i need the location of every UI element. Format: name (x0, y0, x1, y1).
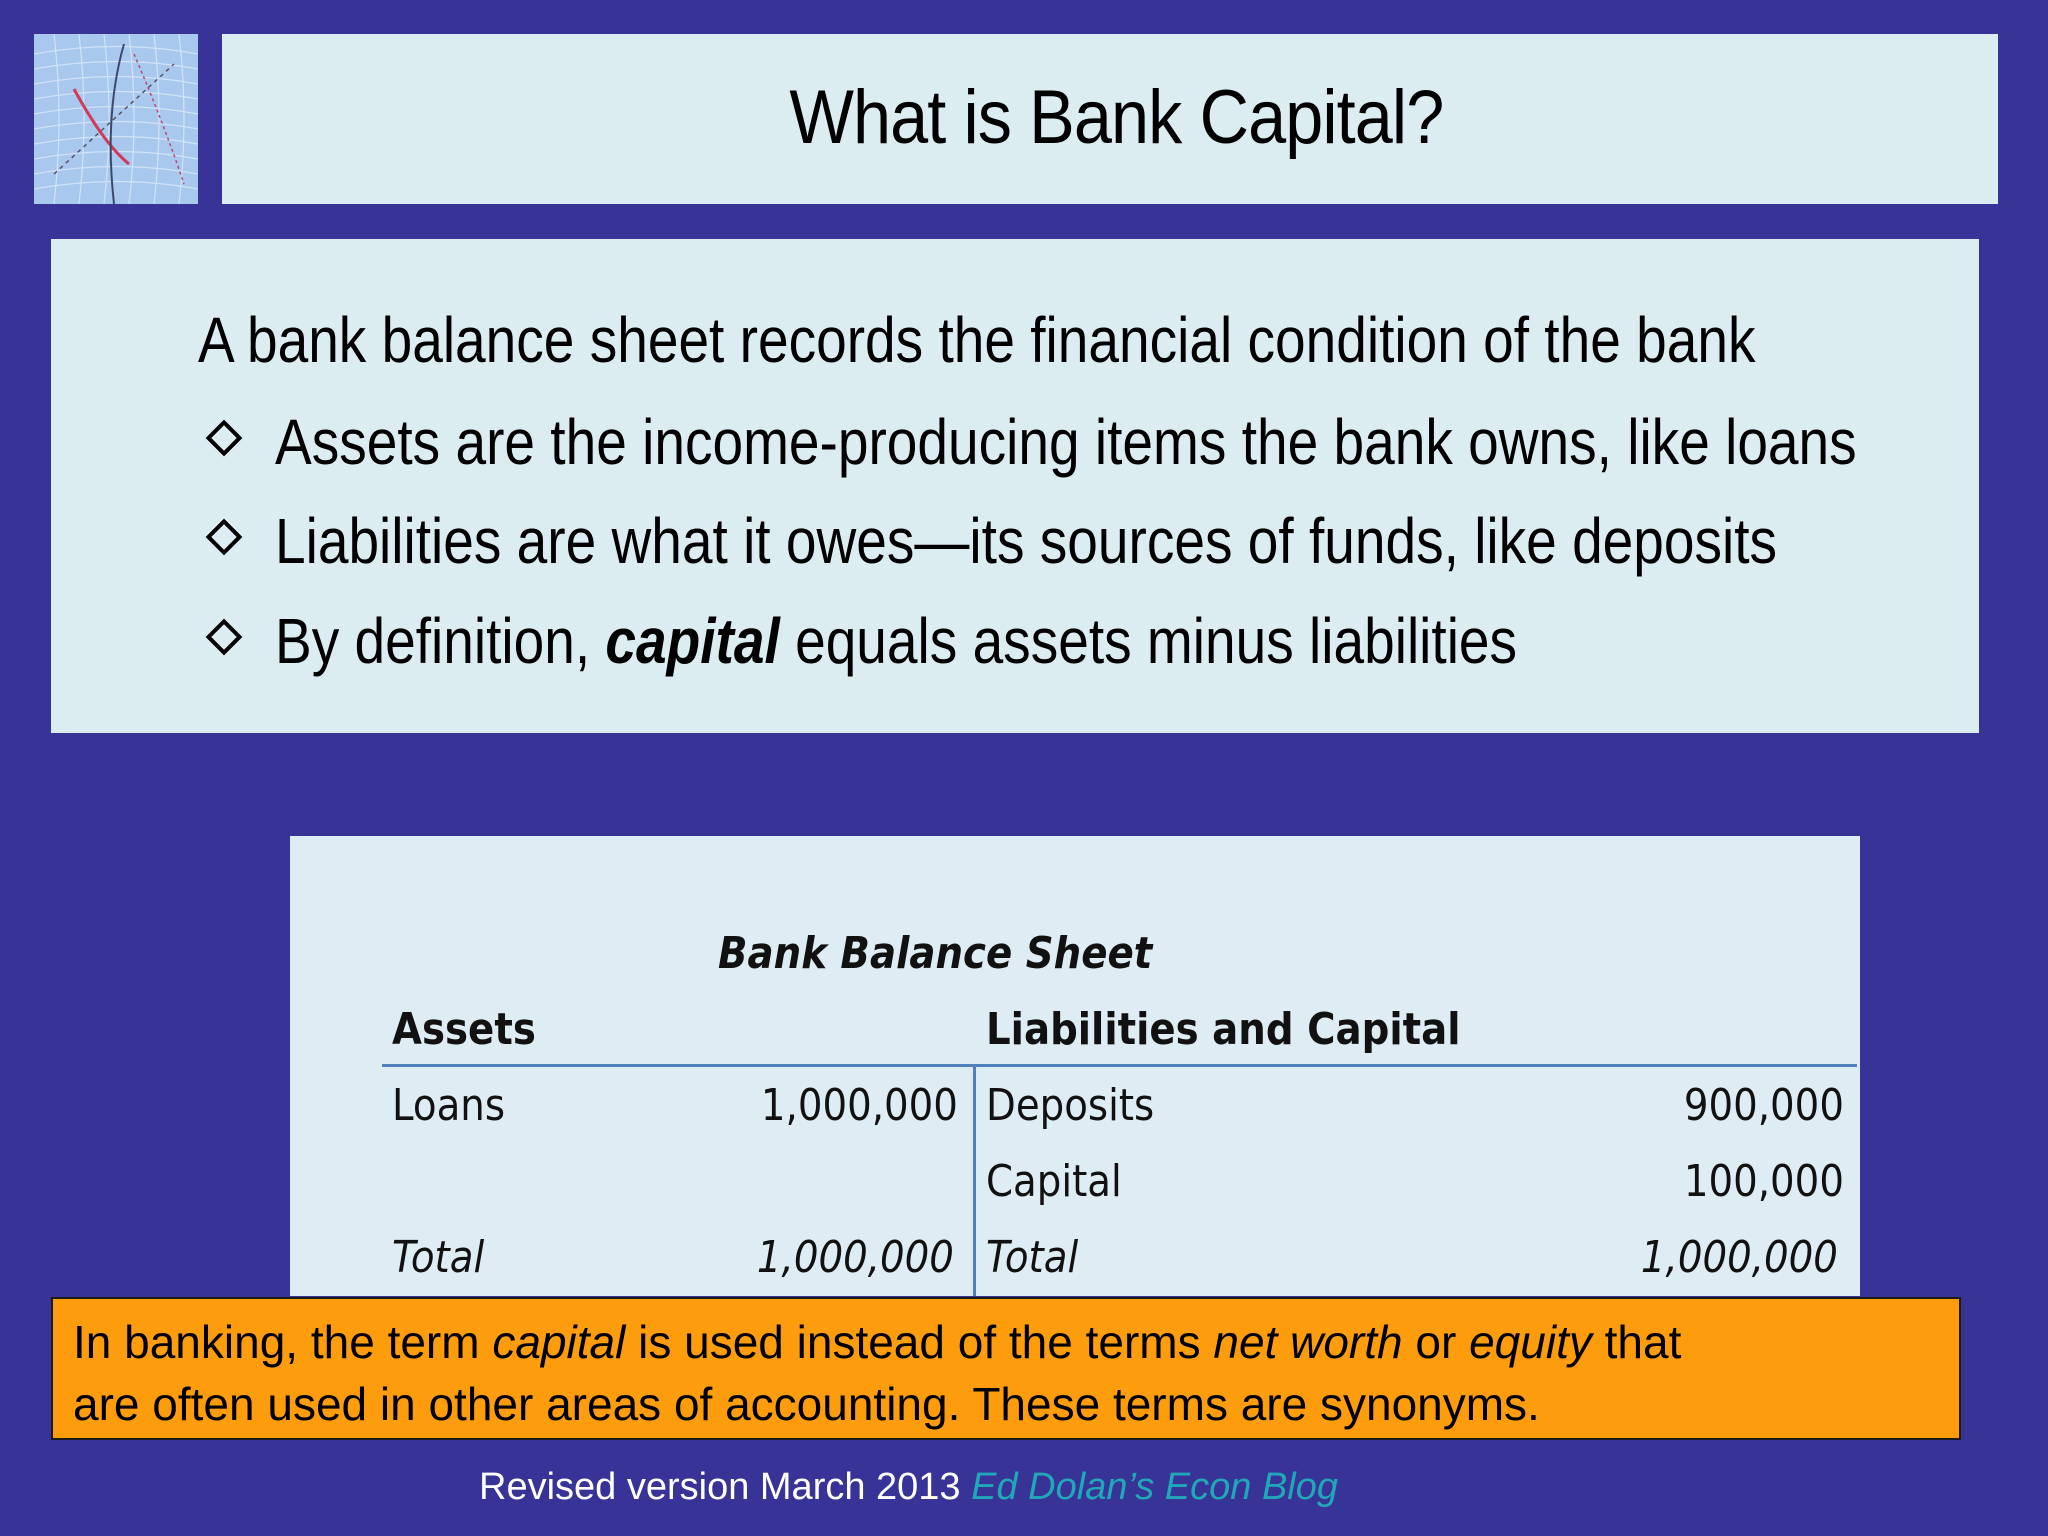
table-cell-liab-total-label: Total (986, 1232, 1079, 1283)
diamond-bullet-icon (206, 519, 243, 556)
note-emphasis: capital (492, 1316, 626, 1368)
note-text: In banking, the term (73, 1316, 493, 1368)
note-emphasis: net worth (1213, 1316, 1403, 1368)
table-cell-liab-label: Deposits (986, 1080, 1155, 1131)
note-text: is used instead of the terms (625, 1316, 1214, 1368)
table-cell-asset-total-label: Total (392, 1232, 485, 1283)
header-rule (382, 1064, 1857, 1067)
diamond-bullet-icon (206, 619, 243, 656)
note-text: or (1402, 1316, 1470, 1368)
note-text: that (1591, 1316, 1682, 1368)
diamond-bullet-icon (206, 420, 243, 457)
note-line-2: are often used in other areas of accounting. These terms are synonyms. (73, 1378, 1540, 1430)
column-divider (973, 1066, 976, 1296)
content-panel (51, 239, 1979, 733)
bullet-text-before: By definition, (275, 605, 606, 677)
intro-text: A bank balance sheet records the financial condition of the bank (198, 304, 1756, 376)
table-cell-liab-value: 100,000 (1683, 1156, 1844, 1207)
note-emphasis: equity (1469, 1316, 1592, 1368)
curves-logo-icon (34, 34, 198, 204)
footer (479, 1466, 1338, 1509)
table-cell-asset-value: 1,000,000 (760, 1080, 958, 1131)
bullet-text (275, 604, 1517, 678)
table-cell-liab-value: 900,000 (1683, 1080, 1844, 1131)
note-line-1 (73, 1311, 1939, 1373)
callout-note (51, 1297, 1961, 1440)
table-cell-liab-total-value: 1,000,000 (1640, 1232, 1838, 1283)
logo-image (34, 34, 198, 204)
bullet-text: Assets are the income-producing items the bank owns, like loans (275, 406, 1857, 478)
balance-sheet-table (290, 836, 1860, 1296)
table-cell-asset-label: Loans (392, 1080, 506, 1131)
bullet-text: Liabilities are what it owes—its sources of funds, like deposits (275, 505, 1778, 577)
liabilities-header: Liabilities and Capital (986, 1004, 1461, 1055)
table-cell-asset-total-value: 1,000,000 (756, 1232, 954, 1283)
balance-sheet-title: Bank Balance Sheet (718, 928, 1153, 979)
assets-header: Assets (392, 1004, 536, 1055)
table-cell-liab-label: Capital (986, 1156, 1122, 1207)
title-panel (222, 34, 1998, 204)
capital-emphasis: capital (605, 605, 780, 677)
blog-link[interactable]: Ed Dolan’s Econ Blog (971, 1466, 1339, 1508)
bullet-text-after: equals assets minus liabilities (779, 605, 1518, 677)
footer-revised-text: Revised version March 2013 (479, 1466, 972, 1508)
slide-title: What is Bank Capital? (788, 74, 1444, 160)
